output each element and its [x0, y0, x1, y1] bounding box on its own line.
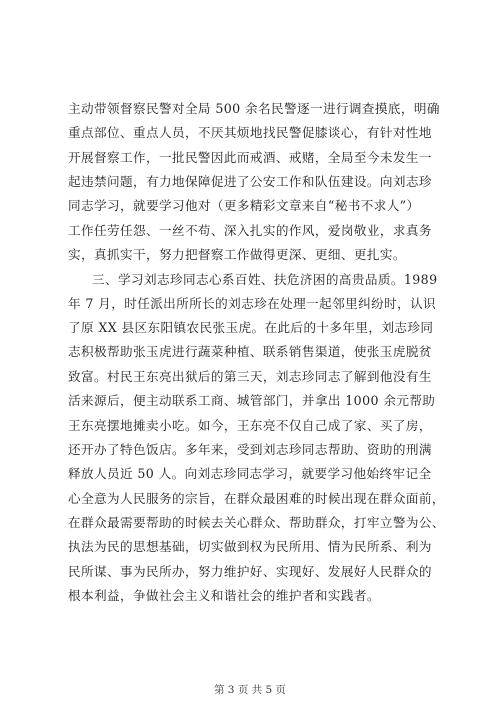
- text-line: 了原 XX 县区东阳镇农民张玉虎。在此后的十多年里，刘志珍同: [68, 320, 434, 335]
- text-line: 实，真抓实干，努力把督察工作做得更深、更细、更扎实。: [68, 247, 406, 262]
- text-line: 重点部位、重点人员，不厌其烦地找民警促膝谈心，有针对性地: [68, 125, 432, 140]
- paragraph-start-line: 三、学习刘志珍同志心系百姓、扶危济困的高贵品质。1989: [92, 272, 438, 287]
- text-line: 在群众最需要帮助的时候去关心群众、帮助群众，打牢立警为公、: [68, 515, 445, 530]
- text-line: 心全意为人民服务的宗旨，在群众最困难的时候出现在群众面前，: [68, 491, 445, 506]
- text-line: 年 7 月，时任派出所所长的刘志珍在处理一起邻里纠纷时，认识: [68, 296, 437, 311]
- text-line: 志积极帮助张玉虎进行蔬菜种植、联系销售渠道，使张玉虎脱贫: [68, 344, 432, 359]
- text-line: 民所谋、事为民所办，努力维护好、实现好、发展好人民群众的: [68, 564, 432, 579]
- page-number-footer: 第 3 页 共 5 页: [213, 684, 287, 696]
- text-line: 释放人员近 50 人。向刘志珍同志学习，就要学习他始终牢记全: [68, 466, 432, 481]
- text-line: 王东亮摆地摊卖小吃。如今，王东亮不仅自己成了家、买了房，: [68, 418, 432, 433]
- text-line: 同志学习，就要学习他对（更多精彩文章来自“秘书不求人”）: [68, 198, 420, 213]
- text-line: 工作任劳任怨、一丝不苟、深入扎实的作风，爱岗敬业，求真务: [68, 223, 432, 238]
- text-line: 还开办了特色饭店。多年来，受到刘志珍同志帮助、资助的刑满: [68, 442, 432, 457]
- text-line: 根本利益，争做社会主义和谐社会的维护者和实践者。: [68, 588, 380, 603]
- text-line: 主动带领督察民警对全局 500 余名民警逐一进行调查摸底，明确: [68, 101, 440, 116]
- text-line: 活来源后，便主动联系工商、城管部门，并拿出 1000 余元帮助: [68, 393, 436, 408]
- text-line: 起违禁问题，有力地保障促进了公安工作和队伍建设。向刘志珍: [68, 174, 432, 189]
- text-line: 致富。村民王东亮出狱后的第三天，刘志珍同志了解到他没有生: [68, 369, 432, 384]
- text-line: 执法为民的思想基础，切实做到权为民所用、情为民所系、利为: [68, 539, 432, 554]
- text-line: 开展督察工作，一批民警因此而戒酒、戒赌，全局至今未发生一: [68, 150, 432, 165]
